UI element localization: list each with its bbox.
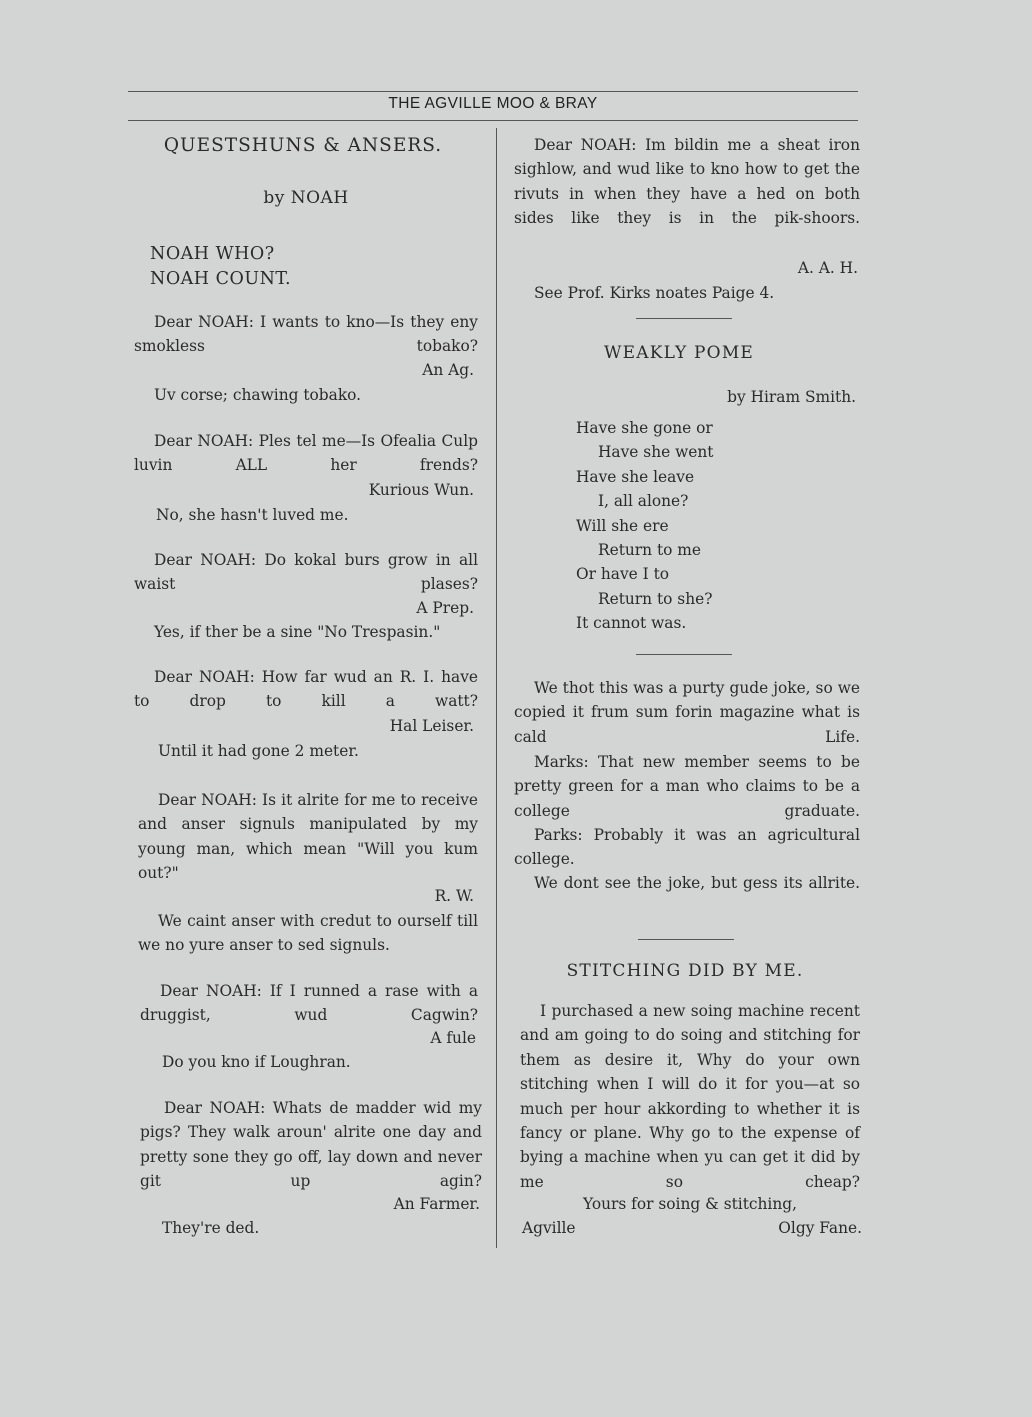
poem-line: Have she gone or xyxy=(576,419,713,437)
answer-8: See Prof. Kirks noates Paige 4. xyxy=(534,284,775,302)
section-byline: by NOAH xyxy=(263,188,349,208)
column-divider xyxy=(496,128,497,1248)
poem-line: Or have I to xyxy=(576,565,670,584)
question-4: Dear NOAH: How far wud an R. I. have to drop to kill a watt? xyxy=(134,668,478,711)
answer-7: They're ded. xyxy=(162,1219,260,1237)
question-1: Dear NOAH: I wants to kno—Is they eny smokless tobako? xyxy=(134,313,478,356)
section-title: QUESTSHUNS & ANSERS. xyxy=(163,135,443,156)
question-4-signature: Hal Leiser. xyxy=(389,717,474,735)
poem-line: Have she went xyxy=(598,443,714,462)
ad-body: I purchased a new soing machine recent and am going to do soing and stitching for them as desire it, Why do your own stitching when I will do it for you—at so much per hour akkording to whether it is fancy or plane. Why go to the expense of bying a machine when yu can get it did by me so cheap? xyxy=(520,1002,860,1191)
poem-line: Return to me xyxy=(598,541,702,560)
poem xyxy=(576,416,796,636)
poem-title: WEAKLY POME xyxy=(603,343,755,363)
header-bottom-rule xyxy=(128,120,858,121)
answer-4: Until it had gone 2 meter. xyxy=(158,742,359,760)
joke-paragraph-2: Marks: That new member seems to be pretty green for a man who claims to be a college graduate. xyxy=(514,753,860,820)
subtitle-line-2: NOAH COUNT. xyxy=(150,269,292,289)
question-2: Dear NOAH: Ples tel me—Is Ofealia Culp luvin ALL her frends? xyxy=(134,432,478,475)
header-top-rule xyxy=(128,91,858,92)
question-8-signature: A. A. H. xyxy=(797,259,858,277)
question-3: Dear NOAH: Do kokal burs grow in all waist plases? xyxy=(134,551,478,594)
ad-signer: Olgy Fane. xyxy=(778,1219,862,1237)
question-1-signature: An Ag. xyxy=(422,361,474,379)
answer-3: Yes, if ther be a sine "No Trespasin." xyxy=(154,623,441,641)
answer-5: We caint anser with credut to ourself till we no yure anser to sed signuls. xyxy=(138,912,478,955)
poem-line: Will she ere xyxy=(576,516,669,535)
question-7-signature: An Farmer. xyxy=(393,1195,480,1213)
question-5: Dear NOAH: Is it alrite for me to receive and anser signuls manipulated by my young man, which mean "Will you kum out?" xyxy=(138,791,478,883)
joke-paragraph-3: Parks: Probably it was an agricultural college. xyxy=(514,826,860,869)
answer-1: Uv corse; chawing tobako. xyxy=(154,386,362,404)
section-separator xyxy=(636,318,732,319)
poem-line: Return to she? xyxy=(598,589,713,608)
joke-paragraph-1: We thot this was a purty gude joke, so we copied it frum sum forin magazine what is cald Life. xyxy=(514,679,860,746)
subtitle-line-1: NOAH WHO? xyxy=(150,244,275,264)
ad-place: Agville xyxy=(522,1219,576,1237)
ad-signature-line xyxy=(522,1216,862,1240)
question-7: Dear NOAH: Whats de madder wid my pigs? They walk aroun' alrite one day and pretty sone they go off, lay down and never git up agin? xyxy=(140,1099,482,1191)
publication-title: THE AGVILLE MOO & BRAY xyxy=(388,95,598,112)
question-8: Dear NOAH: Im bildin me a sheat iron sighlow, and wud like to kno how to get the rivuts in when they have a hed on both sides like they is in the pik-shoors. xyxy=(514,136,860,228)
answer-2: No, she hasn't luved me. xyxy=(156,506,349,524)
poem-line: Have she leave xyxy=(576,467,695,486)
question-5-signature: R. W. xyxy=(434,887,474,905)
question-2-signature: Kurious Wun. xyxy=(368,481,474,499)
poem-line: I, all alone? xyxy=(598,492,689,511)
poem-byline: by Hiram Smith. xyxy=(727,388,856,406)
answer-6: Do you kno if Loughran. xyxy=(162,1053,351,1071)
question-3-signature: A Prep. xyxy=(416,599,474,617)
ad-closing: Yours for soing & stitching, xyxy=(583,1195,797,1213)
section-separator xyxy=(638,939,734,940)
joke-paragraph-4: We dont see the joke, but gess its allrite. xyxy=(534,874,860,892)
question-6-signature: A fule xyxy=(430,1029,476,1047)
section-separator xyxy=(636,654,732,655)
ad-title: STITCHING DID BY ME. xyxy=(566,961,804,981)
poem-line: It cannot was. xyxy=(576,614,687,633)
question-6: Dear NOAH: If I runned a rase with a druggist, wud Cagwin? xyxy=(140,982,478,1025)
